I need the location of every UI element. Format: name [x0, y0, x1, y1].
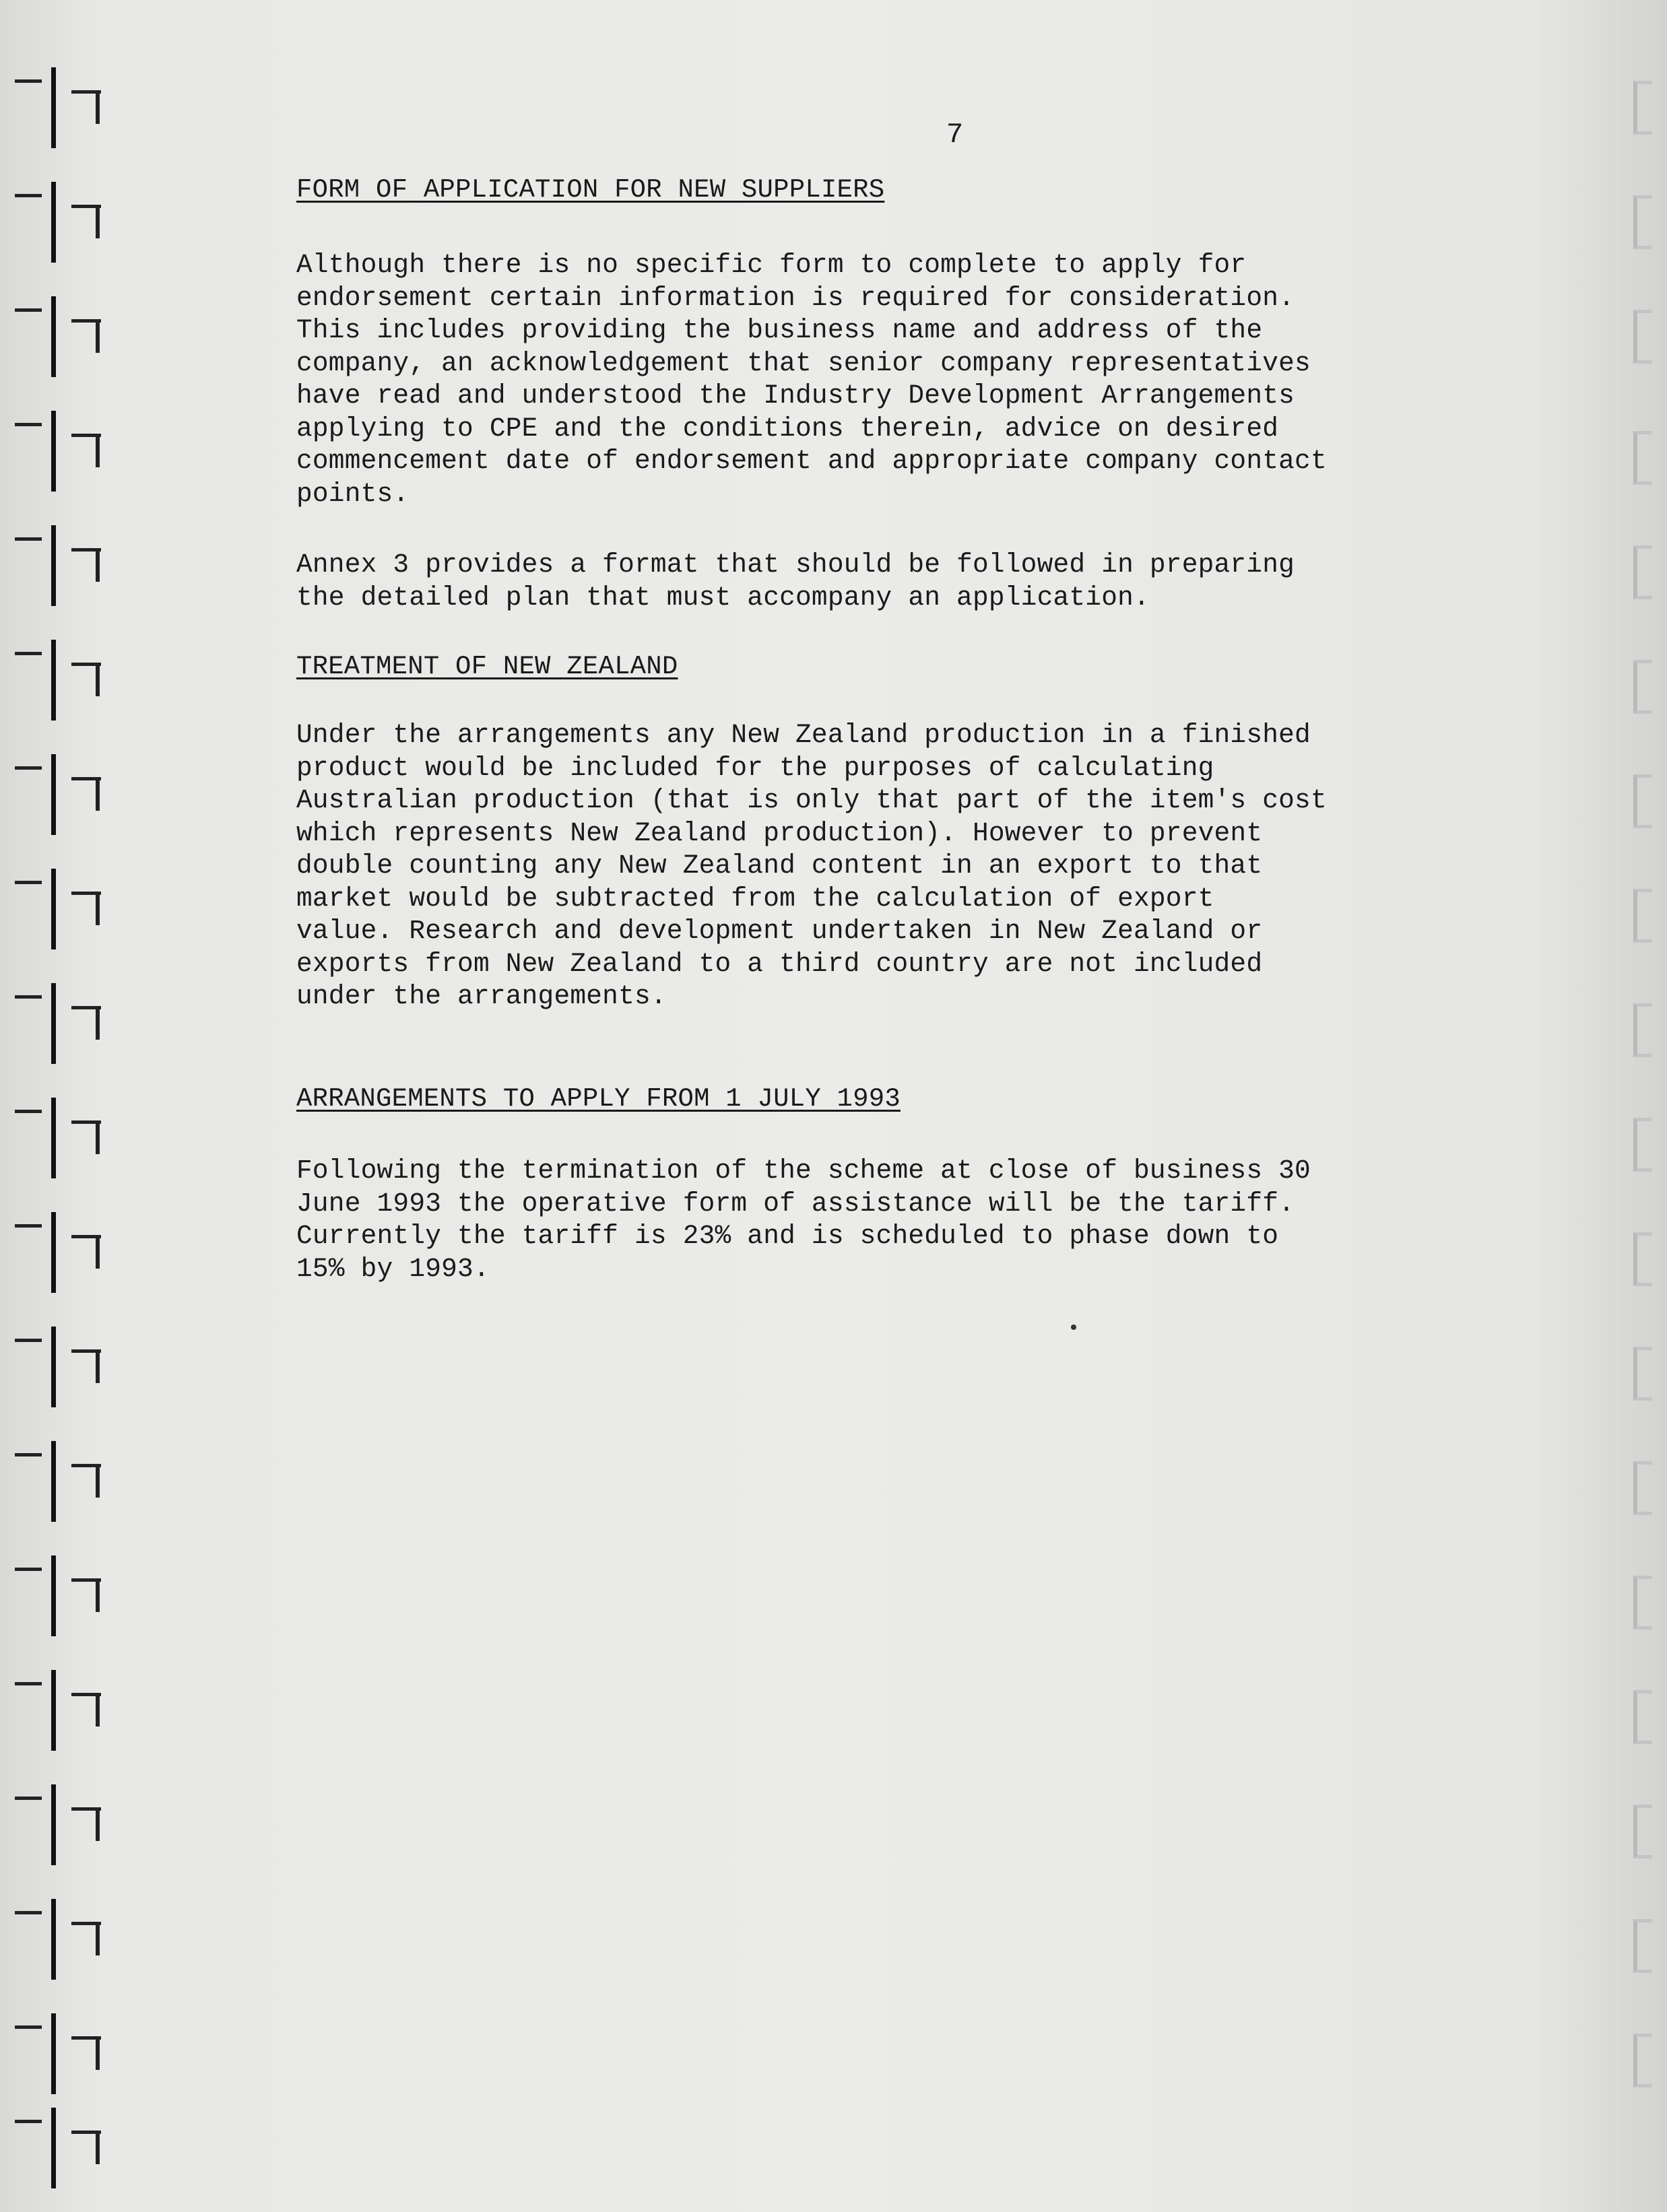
binding-ring — [9, 2013, 110, 2114]
binding-ring — [9, 182, 110, 283]
binding-ring — [9, 983, 110, 1084]
binding-ring — [9, 1212, 110, 1313]
section-new-zealand-body — [296, 719, 1563, 1013]
binding-ring — [9, 1098, 110, 1199]
section-heading: TREATMENT OF NEW ZEALAND — [296, 652, 678, 681]
paragraph: Following the termination of the scheme at close of business 30 June 1993 the operative form of assistance will be the tariff. Currently the tariff is 23% and is scheduled to phase down to 15% by 1993. — [296, 1155, 1311, 1284]
binding-ring — [9, 754, 110, 855]
section-heading: ARRANGEMENTS TO APPLY FROM 1 JULY 1993 — [296, 1084, 901, 1114]
section-form-of-application-body — [296, 249, 1563, 510]
binding-ring — [9, 1327, 110, 1428]
binding-ring — [9, 411, 110, 512]
paragraph: Although there is no specific form to complete to apply for endorsement certain information is required for consideration. This includes providing the business name and address of the company, an acknowledgement that senior company representatives have read and understood the Industry Development Arrangements applying to CPE and the conditions therein, advice on desired commencement date of endorsement and appropriate company contact points. — [296, 250, 1327, 509]
spiral-binding — [0, 67, 121, 2209]
binding-ring — [9, 1899, 110, 2000]
section-arrangements-1993-body — [296, 1155, 1563, 1285]
binding-ring — [9, 640, 110, 741]
binding-ring — [9, 296, 110, 397]
section-new-zealand — [296, 652, 678, 681]
binding-ring — [9, 1555, 110, 1656]
binding-ring — [9, 525, 110, 626]
paragraph: Annex 3 provides a format that should be followed in preparing the detailed plan that must accompany an application. — [296, 549, 1295, 613]
binding-ring — [9, 2108, 110, 2209]
binding-ring — [9, 869, 110, 970]
binding-ring — [9, 1670, 110, 1771]
section-form-of-application — [296, 175, 884, 205]
section-heading: FORM OF APPLICATION FOR NEW SUPPLIERS — [296, 175, 885, 205]
right-edge-marks — [1600, 81, 1667, 2168]
binding-ring — [9, 67, 110, 168]
binding-ring — [9, 1784, 110, 1885]
section-form-of-application-annex — [296, 549, 1563, 614]
binding-ring — [9, 1441, 110, 1542]
section-arrangements-1993 — [296, 1084, 901, 1114]
stray-mark — [1071, 1325, 1076, 1330]
page-number: 7 — [946, 119, 964, 151]
paragraph: Under the arrangements any New Zealand production in a finished product would be included for the purposes of calculating Australian production (that is only that part of the item's cost which represents New Zealand production). However to prevent double counting any New Zealand content in an export to that market would be subtracted from the calculation of export value. Research and development undertaken in New Zealand or exports from New Zealand to a third country are not included under the arrangements. — [296, 720, 1327, 1011]
